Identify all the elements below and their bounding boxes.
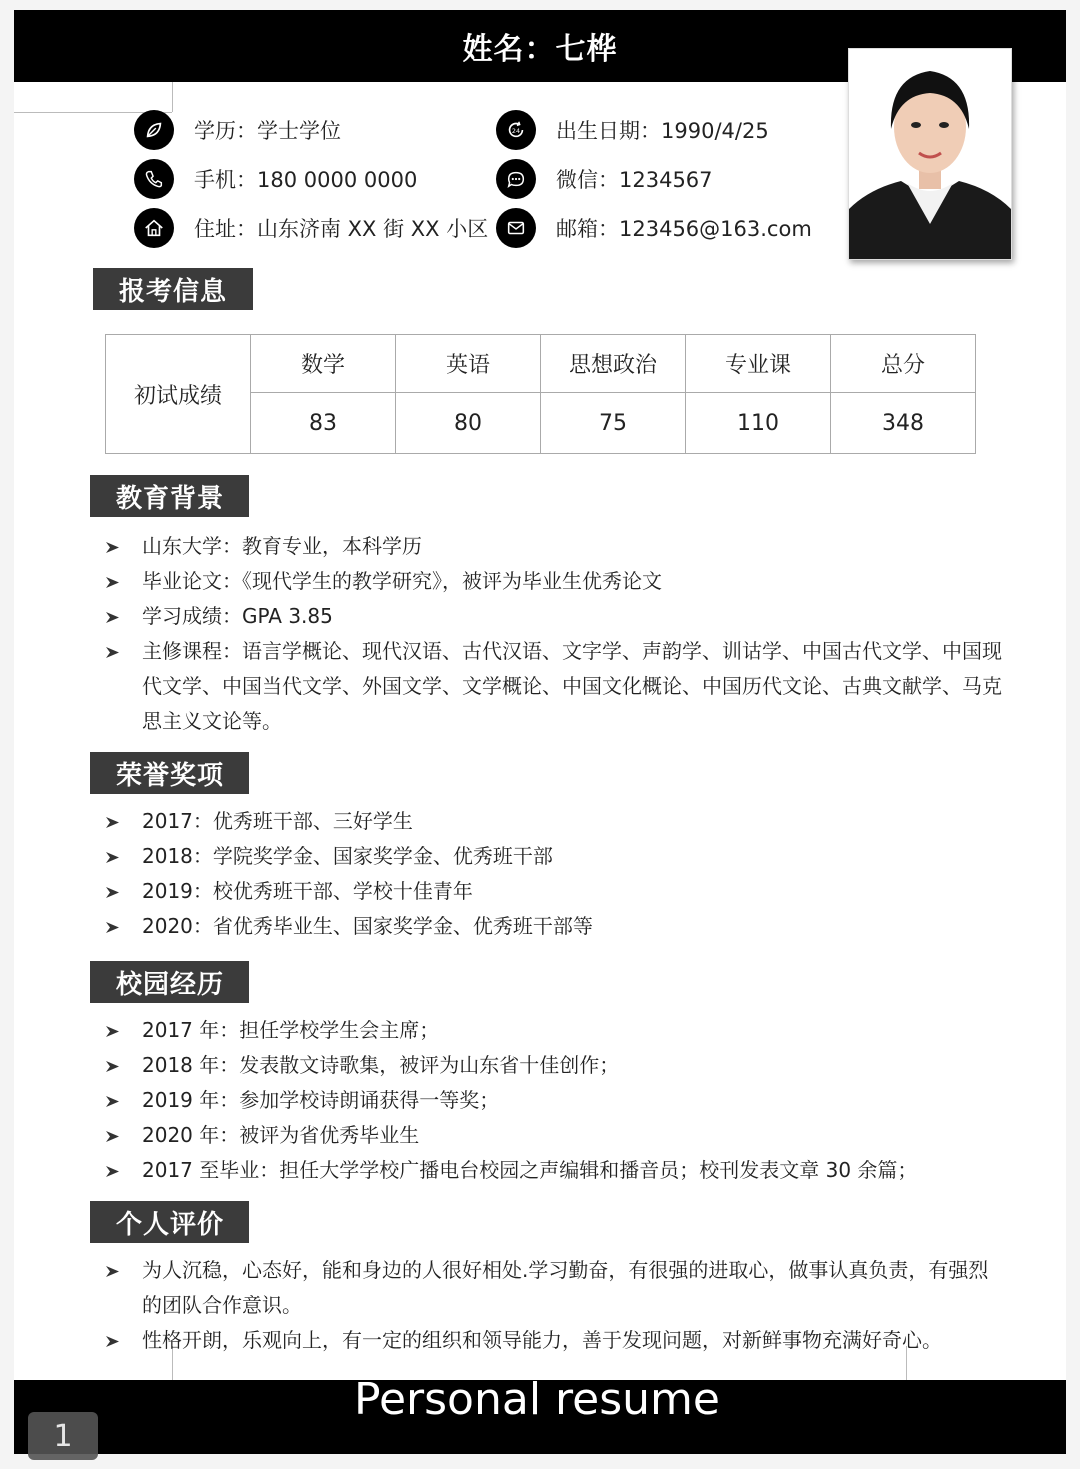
chat-icon [496,159,536,199]
corner-line [172,82,173,112]
resume-name-title: 姓名：七桦 [462,32,618,67]
arrow-bullet-icon [106,817,119,828]
wechat-text: 微信：1234567 [556,168,713,192]
list-item: 性格开朗，乐观向上，有一定的组织和领导能力，善于发现问题，对新鲜事物充满好奇心。 [102,1323,1002,1358]
list-item: 2019：校优秀班干部、学校十佳青年 [102,874,1002,909]
score-header-math: 数学 [251,335,396,393]
honors-list [102,804,1002,944]
footer-title: Personal resume [354,1374,720,1425]
list-item: 2020：省优秀毕业生、国家奖学金、优秀班干部等 [102,909,1002,944]
footer-bar [14,1374,1066,1454]
address-text: 住址：山东济南 XX 街 XX 小区 [194,217,489,241]
leaf-icon [134,110,174,150]
list-item: 为人沉稳，心态好，能和身边的人很好相处.学习勤奋，有很强的进取心，做事认真负责，有强烈的团队合作意识。 [102,1253,1002,1323]
arrow-bullet-icon [106,1336,119,1347]
list-item: 2019 年：参加学校诗朗诵获得一等奖； [102,1083,1022,1118]
profile-photo [848,48,1012,260]
section-title-evaluation: 个人评价 [90,1201,249,1243]
arrow-bullet-icon [106,1266,119,1277]
phone-icon [134,159,174,199]
arrow-bullet-icon [106,612,119,623]
section-title-campus: 校园经历 [90,961,249,1003]
list-item: 2017 年：担任学校学生会主席； [102,1013,1022,1048]
score-value-english: 80 [396,393,541,454]
page-number-badge: 1 [28,1412,98,1460]
info-phone [134,159,417,199]
evaluation-list [102,1253,1002,1358]
list-item: 学习成绩：GPA 3.85 [102,599,1002,634]
section-title-exam: 报考信息 [93,268,253,310]
score-header-english: 英语 [396,335,541,393]
arrow-bullet-icon [106,1166,119,1177]
birth-date-text: 出生日期：1990/4/25 [556,119,769,143]
phone-text: 手机：180 0000 0000 [194,168,418,192]
score-header-total: 总分 [831,335,976,393]
list-item: 山东大学：教育专业，本科学历 [102,529,1002,564]
education-list [102,529,1002,739]
list-item: 主修课程：语言学概论、现代汉语、古代汉语、文字学、声韵学、训诂学、中国古代文学、中国现代文学、中国当代文学、外国文学、文学概论、中国文化概论、中国历代文论、古典文献学、马克思主义文论等。 [102,634,1002,739]
list-item: 毕业论文：《现代学生的教学研究》，被评为毕业生优秀论文 [102,564,1002,599]
info-email [496,208,812,248]
arrow-bullet-icon [106,577,119,588]
list-item: 2020 年：被评为省优秀毕业生 [102,1118,1022,1153]
score-row-label: 初试成绩 [106,335,251,454]
info-education [134,110,341,150]
campus-list [102,1013,1022,1188]
education-degree-text: 学历：学士学位 [194,119,341,143]
score-value-math: 83 [251,393,396,454]
arrow-bullet-icon [106,1131,119,1142]
arrow-bullet-icon [106,1096,119,1107]
section-title-honors: 荣誉奖项 [90,752,249,794]
arrow-bullet-icon [106,647,119,658]
list-item: 2017：优秀班干部、三好学生 [102,804,1002,839]
info-birth [496,110,769,150]
arrow-bullet-icon [106,542,119,553]
arrow-bullet-icon [106,922,119,933]
info-wechat [496,159,713,199]
score-value-politics: 75 [541,393,686,454]
svg-text:24: 24 [511,126,521,135]
home-icon [134,208,174,248]
arrow-bullet-icon [106,1026,119,1037]
info-address [134,208,488,248]
list-item: 2018 年：发表散文诗歌集，被评为山东省十佳创作； [102,1048,1022,1083]
list-item: 2017 至毕业：担任大学学校广播电台校园之声编辑和播音员；校刊发表文章 30 余篇； [102,1153,1022,1188]
score-value-total: 348 [831,393,976,454]
arrow-bullet-icon [106,887,119,898]
score-header-major: 专业课 [686,335,831,393]
score-table [105,334,976,454]
mail-icon [496,208,536,248]
portrait-image [849,49,1011,259]
arrow-bullet-icon [106,1061,119,1072]
score-value-major: 110 [686,393,831,454]
email-text: 邮箱：123456@163.com [556,217,812,241]
resume-page [14,10,1066,1454]
list-item: 2018：学院奖学金、国家奖学金、优秀班干部 [102,839,1002,874]
arrow-bullet-icon [106,852,119,863]
birthday-clock-icon [496,110,536,150]
score-header-politics: 思想政治 [541,335,686,393]
section-title-education: 教育背景 [90,475,249,517]
